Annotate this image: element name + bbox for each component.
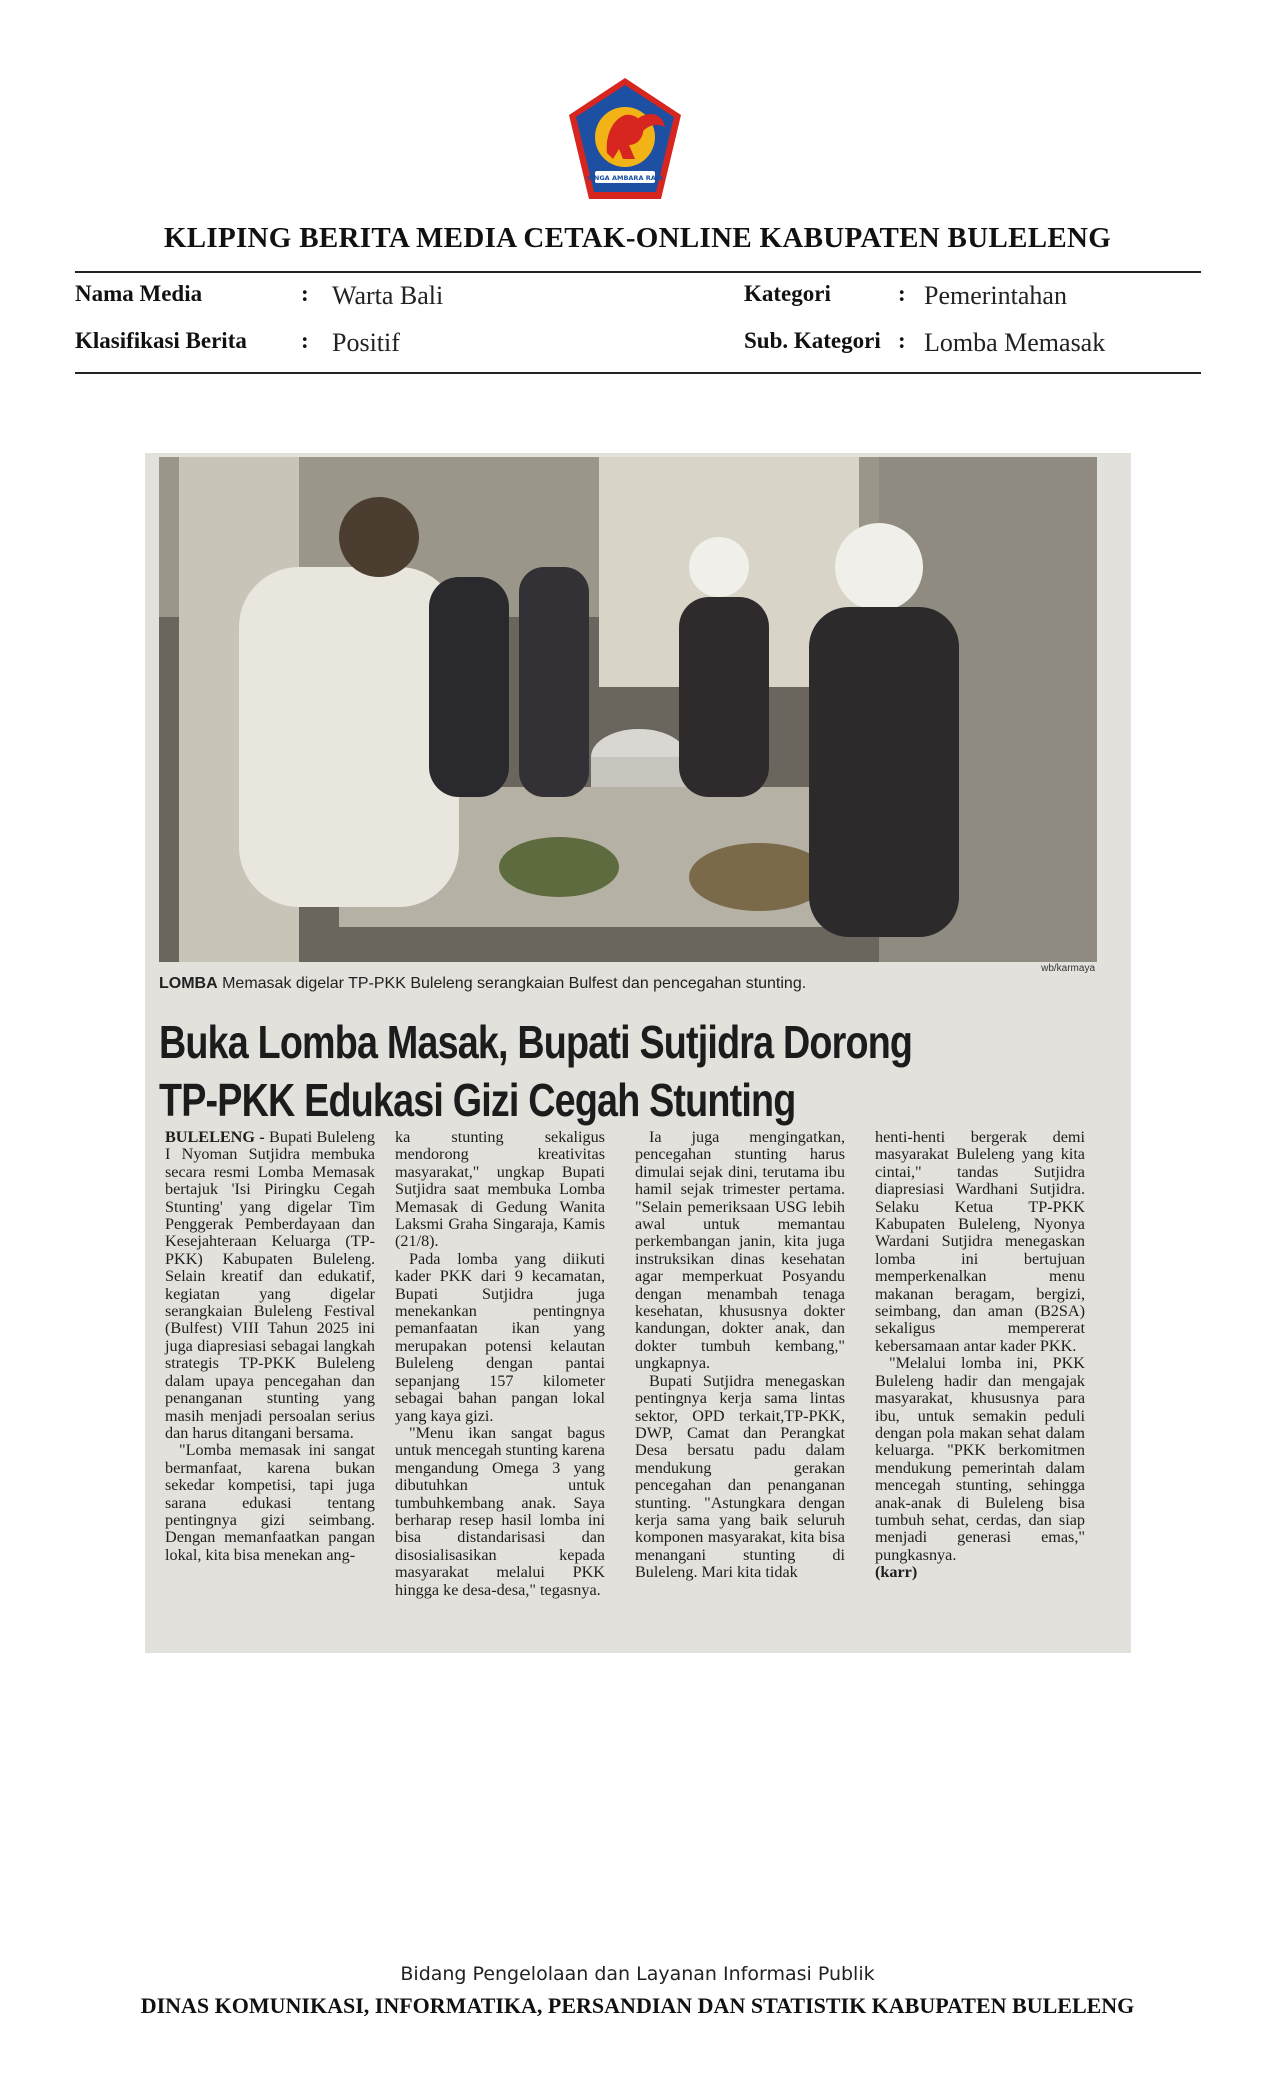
photo-caption	[159, 975, 806, 993]
dateline: BULELENG -	[165, 1128, 270, 1146]
caption-lead: LOMBA	[159, 975, 218, 992]
paragraph: Bupati Sutjidra menegaskan pentingnya kerja sama lintas sektor, OPD terkait,TP-PKK, DWP, Camat dan Perangkat Desa bersatu padu dalam mendukung gerakan pencegahan dan penanganan stunting. "Astungkara dengan kerja sama yang baik seluruh komponen masyarakat, kita bisa menangani stunting di Buleleng. Mari kita tidak	[635, 1371, 845, 1582]
caption-text: Memasak digelar TP-PKK Buleleng serangkaian Bulfest dan pencegahan stunting.	[217, 975, 807, 992]
kategori-colon: :	[898, 281, 906, 306]
footer-agency: DINAS KOMUNIKASI, INFORMATIKA, PERSANDIAN DAN STATISTIK KABUPATEN BULELENG	[140, 1993, 1135, 2018]
newspaper-clipping	[145, 453, 1131, 1653]
headline-line-1: Buka Lomba Masak, Bupati Sutjidra Dorong	[159, 1016, 913, 1068]
article-column-3	[635, 1129, 845, 1582]
media-label: Nama Media	[75, 281, 203, 306]
subkategori-value: Lomba Memasak	[924, 328, 1106, 357]
media-colon: :	[301, 281, 309, 306]
paragraph: henti-henti bergerak demi masyarakat Buleleng yang kita cintai," tandas Sutjidra diapresiasi Wardhani Sutjidra. Selaku Ketua TP-PKK Kabupaten Buleleng, Nyonya Wardani Sutjidra menegaskan lomba ini bertujuan memperkenalkan menu makanan beragam, bergizi, seimbang, dan aman (B2SA) sekaligus mempererat kebersamaan antar kader PKK.	[875, 1128, 1085, 1355]
paragraph: Ia juga mengingatkan, pencegahan stunting harus dimulai sejak dini, terutama ibu hamil sejak trimester pertama. "Selain pemeriksaan USG lebih awal untuk memantau perkembangan janin, kita juga instruksikan dinas kesehatan agar memperkuat Posyandu dengan menambah tenaga kesehatan, khususnya dokter kandungan, dokter anak, dan dokter tumbuh kembang," ungkapnya.	[635, 1128, 845, 1373]
kategori-value: Pemerintahan	[924, 281, 1067, 310]
subkategori-colon: :	[898, 328, 906, 353]
media-value: Warta Bali	[332, 281, 444, 310]
article-column-2	[395, 1129, 605, 1599]
cooking-contest-photo-icon	[159, 457, 1097, 962]
paragraph: "Melalui lomba ini, PKK Buleleng hadir dan mengajak masyarakat, khususnya para ibu, untuk semakin peduli dengan pola makan sehat dalam keluarga. "PKK berkomitmen mendukung pemerintah dalam mencegah stunting, sehingga anak-anak di Buleleng bisa tumbuh sehat, cerdas, dan siap menjadi generasi emas," pungkasnya.	[875, 1354, 1085, 1564]
article-column-4	[875, 1129, 1085, 1582]
photo-credit: wb/karmaya	[1041, 963, 1095, 974]
headline-line-2: TP-PKK Edukasi Gizi Cegah Stunting	[159, 1074, 796, 1126]
header-divider-bottom	[75, 372, 1201, 374]
kategori-label: Kategori	[744, 281, 831, 306]
footer-department: Bidang Pengelolaan dan Layanan Informasi Publik	[400, 1963, 875, 1985]
paragraph: "Lomba memasak ini sangat bermanfaat, karena bukan sekedar kompetisi, tapi juga sarana edukasi tentang pentingnya gizi seimbang. Dengan memanfaatkan pangan lokal, kita bisa menekan ang-	[165, 1441, 375, 1564]
article-photo	[159, 457, 1097, 962]
article-headline	[159, 1013, 946, 1129]
buleleng-logo-icon	[565, 75, 685, 203]
klasifikasi-colon: :	[301, 328, 309, 353]
subkategori-label: Sub. Kategori	[744, 328, 881, 353]
klasifikasi-label: Klasifikasi Berita	[75, 328, 247, 353]
paragraph: "Menu ikan sangat bagus untuk mencegah stunting karena mengandung Omega 3 yang dibutuhkan untuk tumbuhkembang anak. Saya berharap resep hasil lomba ini bisa distandarisasi dan disosialisasikan kepada masyarakat melalui PKK hingga ke desa-desa," tegasnya.	[395, 1423, 605, 1599]
article-column-1	[165, 1129, 375, 1564]
header-divider-top	[75, 271, 1201, 273]
paragraph: Pada lomba yang diikuti kader PKK dari 9 kecamatan, Bupati Sutjidra juga menekankan pentingnya pemanfaatan ikan yang merupakan potensi kelautan Buleleng dengan pantai sepanjang 157 kilometer sebagai bahan pangan lokal yang kaya gizi.	[395, 1249, 605, 1425]
klasifikasi-value: Positif	[332, 328, 400, 357]
article-signoff: (karr)	[875, 1563, 918, 1582]
paragraph: Bupati Buleleng I Nyoman Sutjidra membuka secara resmi Lomba Memasak bertajuk 'Isi Piringku Cegah Stunting' yang digelar Tim Penggerak Pemberdayaan dan Kesejahteraan Keluarga (TP-PKK) Kabupaten Buleleng. Selain kreatif dan edukatif, kegiatan yang digelar serangkaian Buleleng Festival (Bulfest) VIII Tahun 2025 ini juga diapresiasi sebagai langkah strategis TP-PKK Buleleng dalam upaya pencegahan dan penanganan stunting yang masih menjadi persoalan serius dan harus ditangani bersama.	[165, 1128, 375, 1442]
paragraph: ka stunting sekaligus mendorong kreativitas masyarakat," ungkap Bupati Sutjidra saat membuka Lomba Memasak di Gedung Wanita Laksmi Graha Singaraja, Kamis (21/8).	[395, 1128, 605, 1251]
document-title: KLIPING BERITA MEDIA CETAK-ONLINE KABUPATEN BULELENG	[163, 222, 1112, 254]
svg-text:SINGA AMBARA RAJA: SINGA AMBARA RAJA	[586, 174, 664, 182]
